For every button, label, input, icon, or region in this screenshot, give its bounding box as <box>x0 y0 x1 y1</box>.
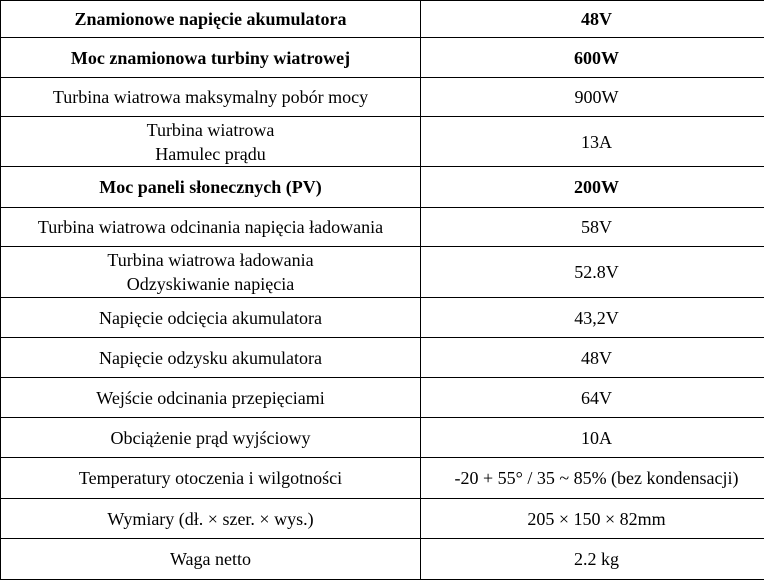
table-row <box>1 167 764 208</box>
spec-label-line: Turbina wiatrowa <box>146 119 275 140</box>
table-row <box>1 418 764 458</box>
spec-value-cell: 58V <box>421 208 764 247</box>
table-row <box>1 78 764 117</box>
spec-value-cell: 52.8V <box>421 247 764 298</box>
spec-label-line: Temperatury otoczenia i wilgotności <box>78 468 343 488</box>
table-row <box>1 338 764 378</box>
spec-value-cell: 600W <box>421 38 764 78</box>
table-row <box>1 298 764 338</box>
spec-label-cell <box>1 247 421 298</box>
spec-value-cell: 48V <box>421 338 764 378</box>
table-row <box>1 539 764 580</box>
spec-label-cell <box>1 38 421 78</box>
spec-value-cell: 205 × 150 × 82mm <box>421 499 764 539</box>
spec-label-line: Znamionowe napięcie akumulatora <box>74 9 347 29</box>
spec-label-line: Obciążenie prąd wyjściowy <box>110 427 311 448</box>
spec-label-line: Napięcie odzysku akumulatora <box>99 347 322 368</box>
spec-value-cell: 2.2 kg <box>421 539 764 580</box>
spec-label-cell <box>1 208 421 247</box>
table-row <box>1 117 764 167</box>
spec-label-cell <box>1 458 421 499</box>
table-row <box>1 499 764 539</box>
spec-value-cell: 64V <box>421 378 764 418</box>
spec-label-cell <box>1 78 421 117</box>
spec-value-cell: 13A <box>421 117 764 167</box>
spec-label-cell <box>1 117 421 167</box>
spec-value-cell: 10A <box>421 418 764 458</box>
spec-label-cell <box>1 338 421 378</box>
spec-label-line: Turbina wiatrowa ładowania <box>107 250 314 270</box>
spec-label-cell <box>1 167 421 208</box>
table-row <box>1 458 764 499</box>
spec-label-cell <box>1 1 421 38</box>
spec-label-line: Napięcie odcięcia akumulatora <box>99 307 322 328</box>
spec-label-line: Turbina wiatrowa odcinania napięcia ładowania <box>37 217 384 237</box>
spec-label-cell <box>1 539 421 580</box>
spec-label-line: Moc znamionowa turbiny wiatrowej <box>70 47 351 68</box>
spec-label-line: Waga netto <box>169 549 252 569</box>
table-row <box>1 378 764 418</box>
spec-label-line: Wymiary (dł. × szer. × wys.) <box>107 508 314 529</box>
spec-label-cell <box>1 378 421 418</box>
spec-label-line: Moc paneli słonecznych (PV) <box>99 177 322 197</box>
table-row <box>1 1 764 38</box>
spec-label-cell <box>1 499 421 539</box>
spec-value-cell: -20 + 55° / 35 ~ 85% (bez kondensacji) <box>421 458 764 499</box>
table-row <box>1 208 764 247</box>
table-row <box>1 247 764 298</box>
spec-value-cell: 900W <box>421 78 764 117</box>
spec-value-cell: 43,2V <box>421 298 764 338</box>
spec-label-cell <box>1 418 421 458</box>
spec-label-line: Odzyskiwanie napięcia <box>126 274 295 294</box>
spec-label-line: Wejście odcinania przepięciami <box>96 387 325 408</box>
spec-label-line: Turbina wiatrowa maksymalny pobór mocy <box>52 87 369 107</box>
spec-value-cell: 200W <box>421 167 764 208</box>
spec-value-cell: 48V <box>421 1 764 38</box>
spec-label-cell <box>1 298 421 338</box>
spec-label-line: Hamulec prądu <box>155 143 266 164</box>
table-row <box>1 38 764 78</box>
spec-table-body <box>1 1 764 580</box>
